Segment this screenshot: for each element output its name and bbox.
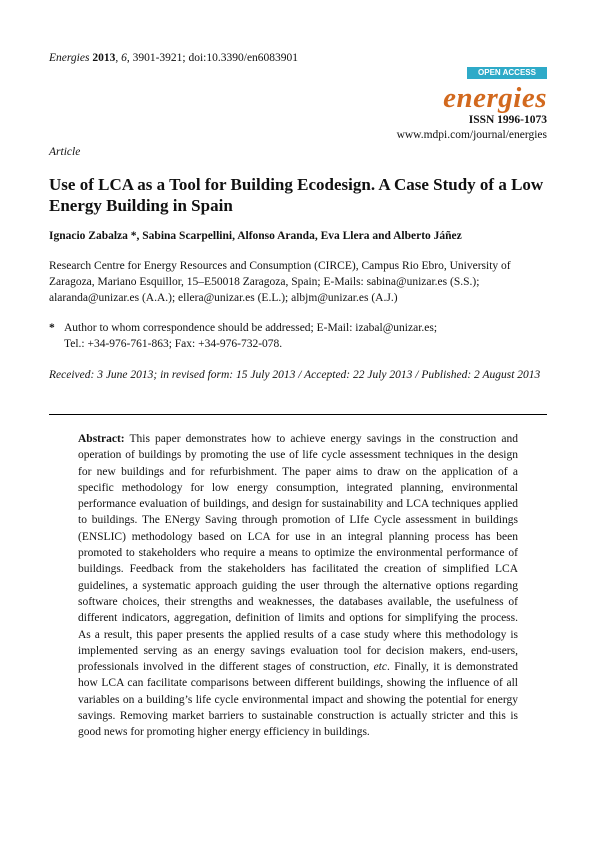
issn: ISSN 1996-1073	[468, 114, 547, 126]
correspondence-line-2: Tel.: +34-976-761-863; Fax: +34-976-732-078.	[64, 338, 283, 350]
abstract-label: Abstract:	[78, 433, 125, 445]
affiliation: Research Centre for Energy Resources and Consumption (CIRCE), Campus Rio Ebro, University of Zaragoza, Mariano Esquillor, 15–E50018 Zaragoza, Spain; E-Mails: sabina@unizar.es (S.S.); alaranda@unizar.es (A.A.); ellera@unizar.es (E.L.); albjm@unizar.es (A.J.)	[49, 260, 511, 304]
abstract-text-1: This paper demonstrates how to achieve energy savings in the construction and operation of buildings by promoting the use of life cycle assessment techniques in the design for new buildings and for refurbishment. The paper aims to draw on the application of a specific methodology for low energy consumption, integrated planning, environmental performance evaluation of buildings, and design for sustainability and LCA techniques applied to buildings. The ENergy Saving through promotion of LIfe Cycle assessment in buildings (ENSLIC) methodology based on LCA for use in an integral planning process has been promoted to stakeholders who require a means to optimize the environmental performance of buildings. Feedback from the stakeholders has facilitated the creation of simplified LCA guidelines, a systematic approach guiding the user through the alternative options regarding software choices, their strengths and weaknesses, the databases available, the usefulness of different indicators, aggregation, definition of limits and options for simplifying the process. As a result, this paper presents the applied results of a case study where this methodology is implemented serving as an energy savings evaluation tool for decision makers, end-users, professionals involved in the different stages of construction,	[78, 433, 518, 674]
correspondence	[49, 320, 549, 352]
abstract	[78, 431, 518, 741]
journal-url: www.mdpi.com/journal/energies	[396, 129, 547, 141]
author-list: Ignacio Zabalza *, Sabina Scarpellini, Alfonso Aranda, Eva Llera and Alberto Jáñez	[49, 230, 462, 242]
article-title: Use of LCA as a Tool for Building Ecodesign. A Case Study of a Low Energy Building in Spain	[49, 175, 544, 215]
journal-citation: Energies 2013, 6, 3901-3921; doi:10.3390/en6083901	[49, 52, 299, 64]
open-access-badge: OPEN ACCESS	[467, 67, 547, 79]
correspondence-line-1: Author to whom correspondence should be addressed; E-Mail: izabal@unizar.es;	[64, 322, 438, 334]
abstract-etc: etc	[373, 661, 387, 674]
citation-volume: 6	[121, 52, 127, 64]
citation-pages-doi: , 3901-3921; doi:10.3390/en6083901	[126, 52, 299, 64]
publication-dates: Received: 3 June 2013; in revised form: 15 July 2013 / Accepted: 22 July 2013 / Published: 2 August 2013	[49, 369, 541, 381]
correspondence-mark: *	[49, 322, 55, 334]
citation-year: 2013	[92, 52, 116, 64]
abstract-text-2: . Finally, it is demonstrated how LCA can facilitate comparisons between different buildings, showing the influence of all variables on a building’s life cycle environmental impact and showing the potential for energy savings. Removing market barriers to sustainable construction is actually stricter and this is good news for promoting higher energy efficiency in buildings.	[78, 661, 518, 739]
divider	[49, 414, 547, 415]
article-type: Article	[49, 146, 81, 158]
citation-journal: Energies	[49, 52, 90, 64]
journal-logo: energies	[443, 82, 547, 114]
